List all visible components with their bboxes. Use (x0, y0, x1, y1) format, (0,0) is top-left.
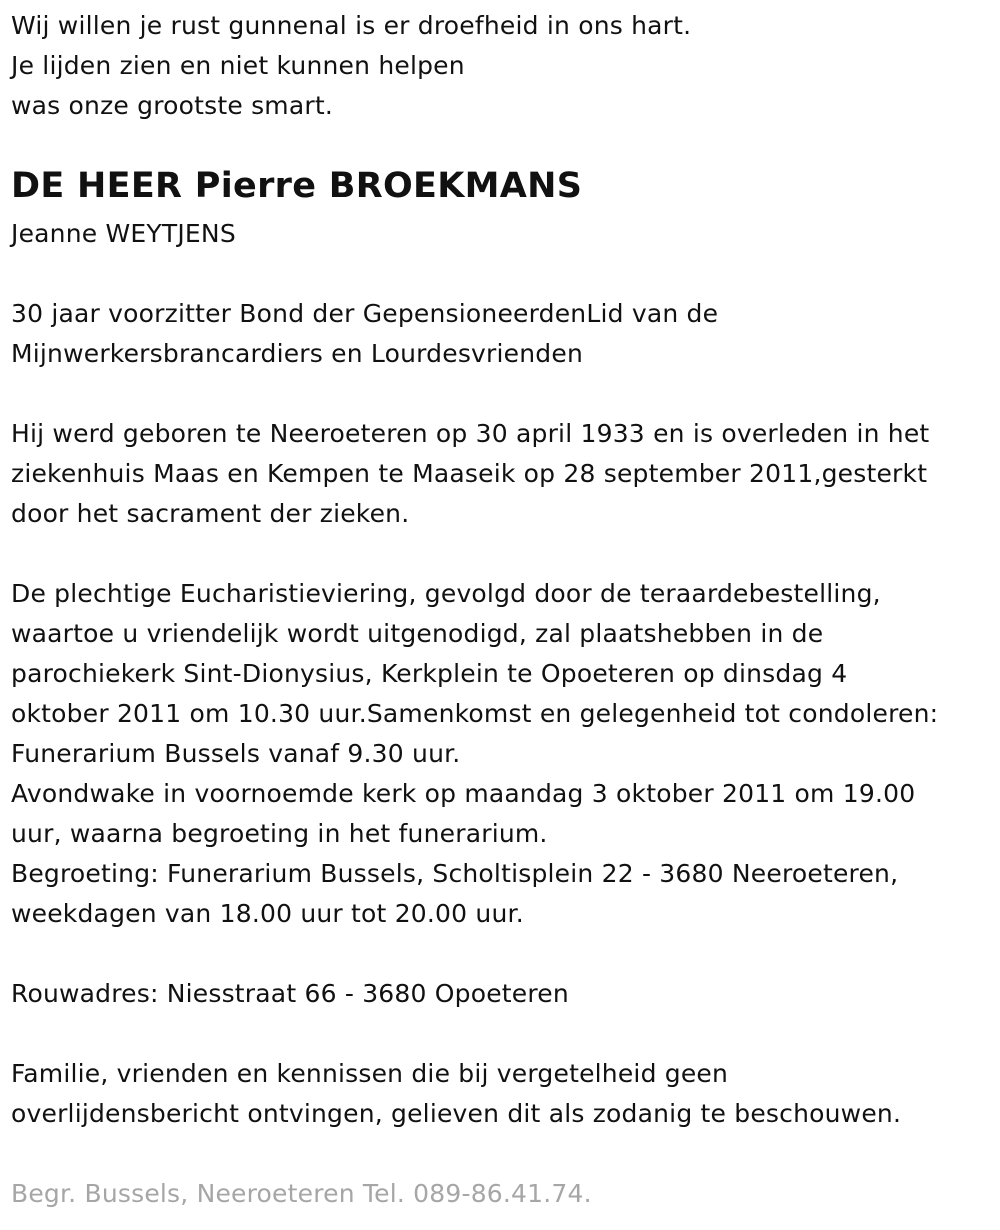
spouse-name: Jeanne WEYTJENS (11, 219, 236, 248)
service-line: Avondwake in voornoemde kerk op maandag 3 oktober 2011 om 19.00 (11, 779, 916, 808)
poem-line: Je lijden zien en niet kunnen helpen (11, 51, 465, 80)
service-line: De plechtige Eucharistieviering, gevolgd door de teraardebestelling, (11, 579, 881, 608)
service-line: parochiekerk Sint-Dionysius, Kerkplein te Opoeteren op dinsdag 4 (11, 659, 848, 688)
family-notice-line: overlijdensbericht ontvingen, gelieven dit als zodanig te beschouwen. (11, 1099, 902, 1128)
birth-death-line: ziekenhuis Maas en Kempen te Maaseik op 28 september 2011,gesterkt (11, 459, 928, 488)
service-line: weekdagen van 18.00 uur tot 20.00 uur. (11, 899, 524, 928)
service-line: uur, waarna begroeting in het funerarium. (11, 819, 548, 848)
deceased-name: DE HEER Pierre BROEKMANS (11, 166, 583, 206)
birth-death-line: Hij werd geboren te Neeroeteren op 30 april 1933 en is overleden in het (11, 419, 930, 448)
funeral-service-paragraph (11, 574, 938, 934)
funeral-home-footer: Begr. Bussels, Neeroeteren Tel. 089-86.41.74. (11, 1179, 592, 1208)
poem-line: was onze grootste smart. (11, 91, 333, 120)
mourning-address: Rouwadres: Niesstraat 66 - 3680 Opoeteren (11, 979, 569, 1008)
roles-line: Mijnwerkersbrancardiers en Lourdesvrienden (11, 339, 583, 368)
family-notice-paragraph (11, 1054, 901, 1134)
memorial-poem (11, 6, 691, 126)
roles-paragraph (11, 294, 718, 374)
service-line: Begroeting: Funerarium Bussels, Scholtisplein 22 - 3680 Neeroeteren, (11, 859, 899, 888)
service-line: oktober 2011 om 10.30 uur.Samenkomst en gelegenheid tot condoleren: (11, 699, 939, 728)
family-notice-line: Familie, vrienden en kennissen die bij vergetelheid geen (11, 1059, 729, 1088)
birth-death-line: door het sacrament der zieken. (11, 499, 410, 528)
service-line: waartoe u vriendelijk wordt uitgenodigd, zal plaatshebben in de (11, 619, 824, 648)
service-line: Funerarium Bussels vanaf 9.30 uur. (11, 739, 461, 768)
birth-death-paragraph (11, 414, 929, 534)
roles-line: 30 jaar voorzitter Bond der GepensioneerdenLid van de (11, 299, 719, 328)
poem-line: Wij willen je rust gunnenal is er droefheid in ons hart. (11, 11, 692, 40)
